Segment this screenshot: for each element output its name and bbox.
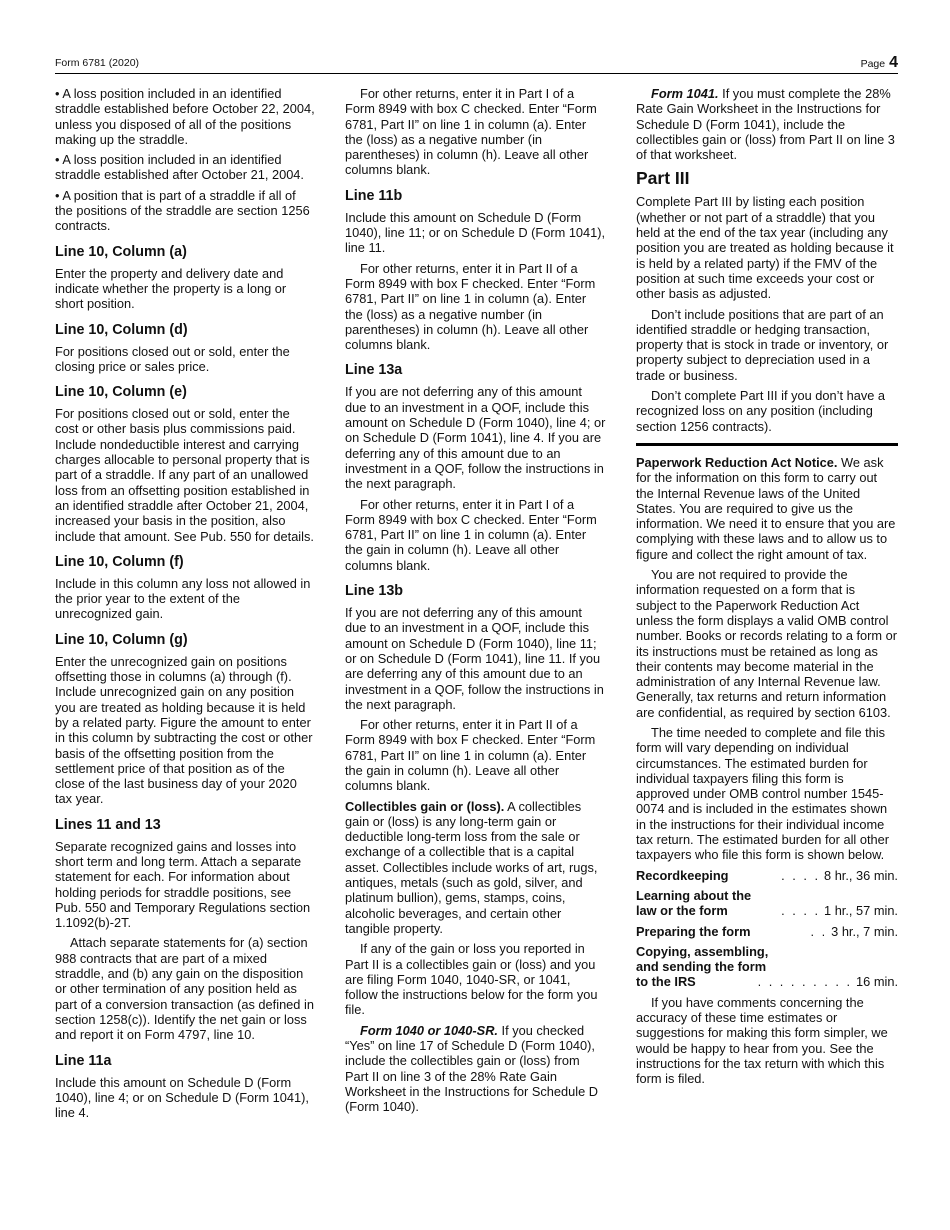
burden-row-preparing [636,924,898,939]
page-label: Page [860,58,886,70]
run-in-heading: Collectibles gain or (loss). [345,798,505,814]
burden-value: 8 hr., 36 min. [824,867,898,883]
burden-label: Preparing the form [636,923,751,939]
section-heading: Lines 11 and 13 [55,816,161,833]
paragraph: Include in this column any loss not allowed in the prior year to the extent of the unrecognized gain. [55,575,311,622]
paragraph: For other returns, enter it in Part II of a Form 8949 with box F checked. Enter “Form 6781, Part II” on line 1 in column (a). Enter the (loss) as a negative number (in parentheses) in column (h). Leave all other columns blank. [345,260,596,353]
run-in-heading: Paperwork Reduction Act Notice. [636,454,838,470]
section-heading: Line 10, Column (a) [55,243,187,260]
burden-row-recordkeeping [636,868,898,883]
paragraph: You are not required to provide the information requested on a form that is subject to the Paperwork Reduction Act unless the form displays a valid OMB control number. Books or records relating to a form or its instructions must be retained as long as their contents may become material in the administration of any Internal Revenue law. Generally, tax returns and return information are confidential, as required by section 6103. [636,567,898,720]
header-rule [55,73,898,74]
section-heading: Line 10, Column (g) [55,631,188,648]
paragraph: Attach separate statements for (a) section 988 contracts that are part of a mixed straddle, and (b) any gain on the disposition or other termination of any position held as part of a conversion transaction (as defined in section 1258(c)). Identify the net gain or loss and report it on Form 4797, line 10. [55,935,314,1043]
paragraph [345,799,606,937]
paragraph: Don’t include positions that are part of an identified straddle or hedging transaction, property that is stock in trade or inventory, or property subject to depreciation used in a trade or business. [636,306,889,383]
section-heading: Line 10, Column (f) [55,553,184,570]
paragraph-body: If you checked “Yes” on line 17 of Schedule D (Form 1040), include the collectibles gain or (loss) from Part II on line 3 of the 28% Rate Gain Worksheet in the Instructions for Schedule D (Form 1040). [345,1022,598,1115]
paragraph: For positions closed out or sold, enter the cost or other basis plus commissions paid. Include nondeductible interest and carrying charges allocable to personal property that is part of a straddle. If any part of an unallowed loss from an offsetting position established in an identified straddle after October 21, 2004, increased your basis in the position, also include that amount. See Pub. 550 for details. [55,406,314,544]
column-1 [55,86,316,1125]
bullet-item: • A loss position included in an identified straddle established before October 22, 2004, unless you disposed of all of the positions making up the straddle. [55,86,315,147]
burden-label: Learning about the [636,887,752,903]
paragraph: If you are not deferring any of this amount due to an investment in a QOF, include this amount on Schedule D (Form 1040), line 4; or on Schedule D (Form 1041), line 4. If you are deferring any of this amount due to an investment in a QOF, follow the instructions in the next paragraph. [345,384,606,492]
leader-dots: . . . . [781,903,821,919]
paragraph: Complete Part III by listing each position (whether or not part of a straddle) that you held at the end of the tax year (including any position you are treated as holding because it is held by a related party) if the FMV of the position at such time exceeds your cost or other basis as adjusted. [636,194,894,302]
paragraph: For other returns, enter it in Part I of a Form 8949 with box C checked. Enter “Form 6781, Part II” on line 1 in column (a). Enter the gain in column (h). Leave all other columns blank. [345,496,597,573]
part-heading: Part III [636,168,690,189]
paragraph: Enter the unrecognized gain on positions offsetting those in columns (a) through (f). Include unrecognized gain on any position you are treated as holding because it is held by a related party. Figure the amount to enter in this column by subtracting the cost or other basis of the offsetting position from the settlement price of that position as of the close of the last business day of your 2020 tax year. [55,653,313,807]
burden-label: Copying, assembling, [636,943,769,959]
paragraph: For positions closed out or sold, enter the closing price or sales price. [55,343,290,374]
run-in-heading: Form 1040 or 1040-SR. [360,1022,498,1038]
paragraph: For other returns, enter it in Part I of a Form 8949 with box C checked. Enter “Form 6781, Part II” on line 1 in column (a). Enter the (loss) as a negative number (in parentheses) in column (h). Leave all other columns blank. [345,86,597,178]
bullet-item: • A loss position included in an identified straddle established after October 21, 2004. [55,152,304,183]
leader-dots: . . [810,923,828,939]
burden-value: 3 hr., 7 min. [831,923,898,939]
paragraph: For other returns, enter it in Part II of a Form 8949 with box F checked. Enter “Form 6781, Part II” on line 1 in column (a). Enter the gain in column (h). Leave all other columns blank. [345,717,596,794]
section-heading: Line 11b [345,187,403,204]
leader-dots: . . . . . . . . . [757,974,853,990]
section-heading: Line 13a [345,362,403,379]
form-identifier: Form 6781 (2020) [55,57,140,69]
paragraph [636,455,898,562]
paragraph-body: A collectibles gain or (loss) is any long-term gain or deductible long-term loss from the sale or exchange of a collectible that is a capital asset. Collectibles include works of art, rugs, antiques, metals (such as gold, silver, and platinum bullion), gems, stamps, coins, alcoholic beverages, and certain other tangible property. [345,798,598,936]
leader-dots: . . . . [781,867,821,883]
burden-label: Recordkeeping [636,867,729,883]
burden-value: 16 min. [856,974,898,990]
paragraph [636,86,898,162]
page-number [861,54,898,72]
section-divider [636,443,898,446]
paragraph: Enter the property and delivery date and indicate whether the property is a long or short position. [55,265,287,312]
section-heading: Line 10, Column (e) [55,384,187,401]
paragraph [345,1023,606,1115]
paragraph: If you are not deferring any of this amount due to an investment in a QOF, include this amount on Schedule D (Form 1040), line 11; or on Schedule D (Form 1041), line 11. If you are deferring any of this amount due to an investment in a QOF, follow the instructions in the next paragraph. [345,605,604,712]
section-heading: Line 13b [345,583,403,600]
burden-value: 1 hr., 57 min. [824,903,898,919]
burden-row-learning [636,888,898,919]
run-in-heading: Form 1041. [651,86,719,101]
column-3 [636,86,898,1092]
burden-label: law or the form [636,903,728,919]
paragraph: If any of the gain or loss you reported in Part II is a collectibles gain or (loss) and you are filing Form 1040, 1040-SR, or 1041, follow the instructions below for the form you file. [345,941,598,1018]
paragraph: Include this amount on Schedule D (Form 1040), line 4; or on Schedule D (Form 1041), line 4. [55,1074,309,1121]
column-2 [345,86,606,1120]
bullet-item: • A position that is part of a straddle if all of the positions of the straddle are section 1256 contracts. [55,187,310,234]
paragraph: Include this amount on Schedule D (Form 1040), line 11; or on Schedule D (Form 1041), line 11. [345,209,606,256]
section-heading: Line 10, Column (d) [55,321,188,338]
paragraph: Don’t complete Part III if you don’t have a recognized loss on any position (including section 1256 contracts). [636,388,886,434]
paragraph: If you have comments concerning the accuracy of these time estimates or suggestions for making this form simpler, we would be happy to hear from you. See the instructions for the tax return with which this form is filed. [636,994,888,1087]
burden-label: and sending the form [636,959,767,975]
paragraph-body: If you must complete the 28% Rate Gain Worksheet in the Instructions for Schedule D (Form 1041), include the collectibles gain or (loss) from Part II on line 3 of that worksheet. [636,86,895,163]
section-heading: Line 11a [55,1052,112,1069]
paragraph: The time needed to complete and file this form will vary depending on individual circumstances. The estimated burden for individual taxpayers filing this form is approved under OMB control number 1545-0074 and is included in the estimates shown in the instructions for their individual income tax return. The estimated burden for all other taxpayers who file this form is shown below. [636,724,889,863]
paragraph-body: We ask for the information on this form to carry out the Internal Revenue laws of the United States. You are required to give us the information. We need it to ensure that you are complying with these laws and to allow us to figure and collect the right amount of tax. [636,454,896,562]
page-number-value: 4 [889,54,898,71]
burden-row-copying [636,944,898,990]
burden-label: to the IRS [636,974,696,990]
paragraph: Separate recognized gains and losses into short term and long term. Attach a separate statement for each. For information about holding periods for straddle positions, see Pub. 550 and Temporary Regulations section 1.1092(b)-2T. [55,838,311,931]
